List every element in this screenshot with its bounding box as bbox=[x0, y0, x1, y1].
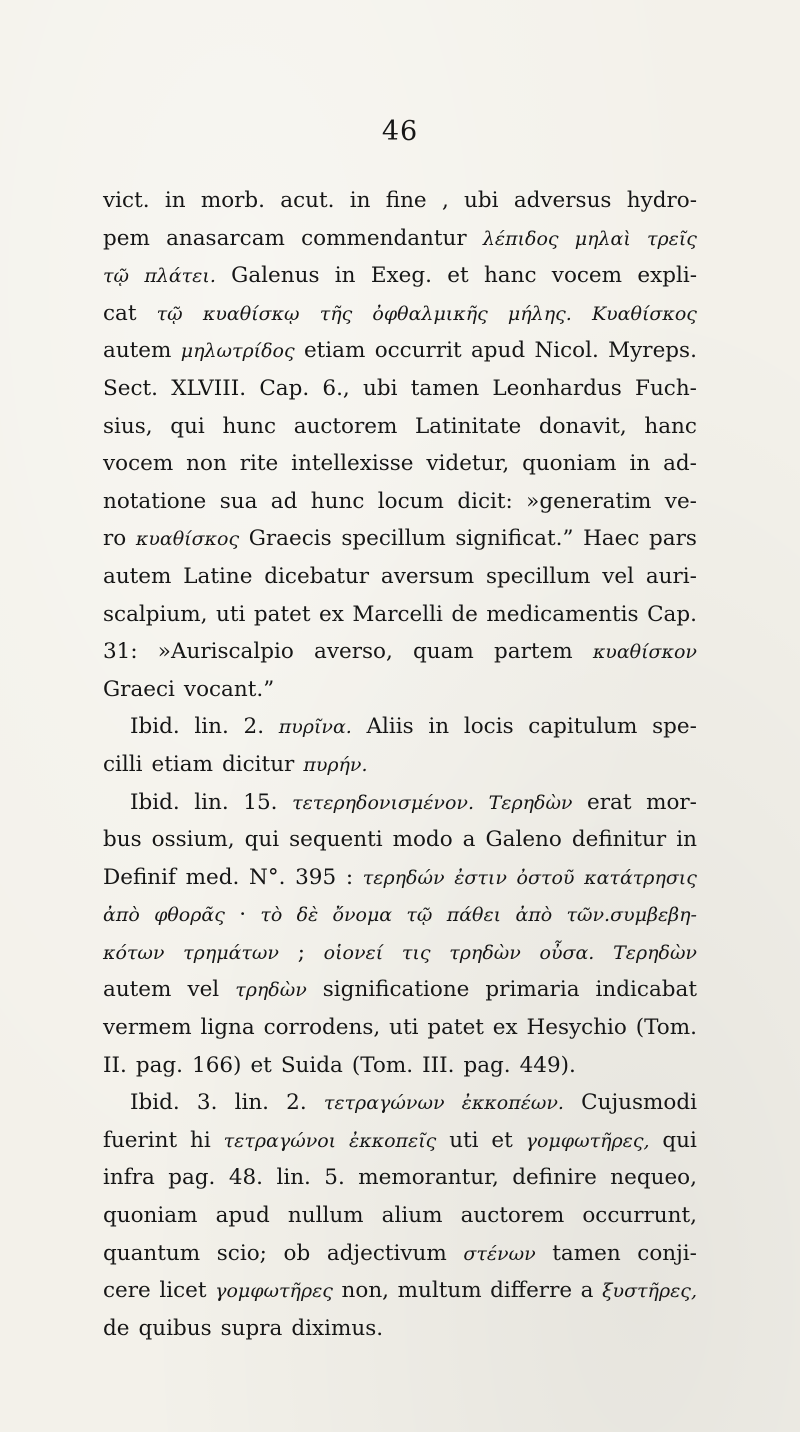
word: averso, bbox=[314, 639, 393, 665]
text-line bbox=[103, 671, 697, 709]
text-line bbox=[103, 1197, 697, 1235]
text-line bbox=[103, 596, 697, 634]
word: ubi bbox=[464, 188, 499, 213]
word: (Tom. bbox=[635, 1015, 697, 1041]
word: dicit: bbox=[457, 488, 513, 514]
text-line bbox=[103, 1310, 697, 1348]
word: Leonhardus bbox=[492, 375, 622, 401]
word: modo bbox=[392, 827, 453, 853]
word: sius, bbox=[103, 413, 153, 439]
word: bus bbox=[103, 827, 142, 853]
word: corrodens, bbox=[263, 1015, 381, 1041]
word: ad bbox=[270, 488, 298, 514]
word: pag. bbox=[463, 1052, 511, 1078]
word: 3. bbox=[196, 1090, 218, 1116]
word: pag. bbox=[135, 1052, 184, 1078]
word: pars bbox=[649, 526, 697, 552]
word: apud bbox=[215, 1203, 270, 1229]
word: a bbox=[580, 1278, 594, 1304]
word: in bbox=[428, 714, 450, 740]
word: fine bbox=[385, 188, 427, 213]
text-line bbox=[103, 483, 697, 521]
word: Ibid. bbox=[130, 1090, 180, 1116]
text-line bbox=[103, 784, 697, 822]
word: N°. bbox=[249, 864, 286, 890]
word: mor- bbox=[646, 789, 697, 815]
word: locum bbox=[377, 488, 444, 514]
text-line bbox=[103, 445, 697, 483]
greek-word: μήλης. bbox=[507, 302, 572, 325]
word: Suida bbox=[280, 1052, 343, 1078]
word: acut. bbox=[280, 188, 335, 213]
text-line bbox=[103, 971, 697, 1009]
word: 15. bbox=[243, 789, 278, 815]
word: cilli bbox=[103, 751, 143, 777]
word: qui bbox=[244, 827, 280, 853]
word: in bbox=[629, 451, 651, 477]
word: uti bbox=[216, 601, 246, 627]
word: 2. bbox=[286, 1090, 307, 1116]
word: II. bbox=[103, 1052, 127, 1078]
word: dicebatur bbox=[264, 563, 370, 589]
word: fuerint bbox=[103, 1127, 178, 1153]
word: 48. bbox=[228, 1165, 264, 1191]
greek-word: τετραγώνοι bbox=[223, 1129, 337, 1152]
word: lin. bbox=[276, 1165, 311, 1191]
word: indicabat bbox=[595, 977, 697, 1003]
greek-word: ὀστοῦ bbox=[516, 866, 575, 889]
word: in bbox=[676, 827, 697, 853]
greek-word: φθορᾶς bbox=[154, 904, 225, 927]
word: sua bbox=[219, 488, 258, 514]
word: 395 bbox=[295, 864, 337, 890]
word: 5. bbox=[324, 1165, 345, 1191]
word: tamen bbox=[552, 1240, 621, 1266]
text-line bbox=[103, 708, 697, 746]
word: non bbox=[186, 451, 227, 477]
word: in bbox=[349, 188, 371, 213]
text-line bbox=[103, 746, 697, 784]
greek-word: τρημάτων bbox=[183, 941, 279, 964]
text-line bbox=[103, 896, 697, 934]
word: nequeo, bbox=[610, 1165, 697, 1191]
text-line bbox=[103, 821, 697, 859]
greek-word: στένων bbox=[463, 1242, 536, 1265]
word: qui bbox=[170, 413, 205, 439]
word: ex bbox=[319, 601, 344, 627]
word: qui bbox=[662, 1127, 697, 1153]
greek-word: τις bbox=[401, 941, 431, 964]
word: vocem bbox=[551, 263, 623, 289]
word: Graecis bbox=[248, 526, 332, 552]
word: primaria bbox=[485, 977, 580, 1003]
word: · bbox=[239, 902, 247, 928]
word: intellexisse bbox=[291, 451, 414, 477]
word: et bbox=[491, 1127, 513, 1153]
greek-word: κυαθίσκῳ bbox=[202, 302, 300, 325]
text-line bbox=[103, 633, 697, 671]
text-line bbox=[103, 859, 697, 897]
word: dicitur bbox=[222, 751, 295, 777]
text-line bbox=[103, 408, 697, 446]
word: non, bbox=[341, 1278, 390, 1304]
word: ro bbox=[103, 526, 127, 552]
word: conji- bbox=[637, 1240, 697, 1266]
word: Cujusmodi bbox=[581, 1090, 697, 1116]
word: memorantur, bbox=[358, 1165, 499, 1191]
word: III. bbox=[422, 1052, 455, 1078]
word: erat bbox=[587, 789, 632, 815]
word: : bbox=[345, 864, 354, 890]
word: Ibid. bbox=[130, 714, 180, 740]
greek-word: τρεῖς bbox=[646, 227, 697, 250]
word: significatione bbox=[322, 977, 470, 1003]
body-text bbox=[103, 182, 697, 1347]
greek-word: οἱονεί bbox=[323, 941, 384, 964]
word: ve- bbox=[664, 488, 697, 514]
word: capitulum bbox=[528, 714, 638, 740]
word: 31: bbox=[103, 639, 138, 665]
word: quoniam bbox=[103, 1203, 198, 1229]
word: adversus bbox=[513, 188, 612, 213]
word: lin. bbox=[194, 714, 229, 740]
word: Definif bbox=[103, 864, 176, 890]
greek-word: πυρήν. bbox=[303, 753, 368, 776]
word: Marcelli bbox=[352, 601, 443, 627]
word: Latine bbox=[183, 563, 253, 589]
text-line bbox=[103, 1159, 697, 1197]
text-line bbox=[103, 1272, 697, 1310]
word: cere bbox=[103, 1278, 151, 1304]
text-line bbox=[103, 1009, 697, 1047]
greek-word: τῷ bbox=[103, 265, 130, 288]
word: alium bbox=[381, 1203, 443, 1229]
word: hunc bbox=[310, 488, 365, 514]
greek-word: γομφωτῆρες bbox=[215, 1280, 333, 1303]
greek-word: ἐκκοπεῖς bbox=[349, 1129, 437, 1152]
word: 449). bbox=[519, 1052, 576, 1078]
word: commendantur bbox=[301, 225, 467, 251]
word: a bbox=[462, 827, 476, 853]
greek-word: μηλαὶ bbox=[574, 227, 631, 250]
word: ubi bbox=[363, 375, 398, 401]
greek-word: τρηδὼν bbox=[235, 979, 307, 1002]
word: de bbox=[451, 601, 478, 627]
word: significat.” bbox=[455, 526, 574, 552]
word: quam bbox=[413, 639, 474, 665]
word: specillum bbox=[341, 526, 446, 552]
word: vocem bbox=[103, 451, 174, 477]
word: cat bbox=[103, 300, 137, 326]
word: Myreps. bbox=[608, 338, 697, 364]
word: rite bbox=[239, 451, 279, 477]
word: 2. bbox=[243, 714, 265, 740]
word: XLVIII. bbox=[171, 375, 247, 401]
word: specillum bbox=[485, 563, 591, 589]
word: autem bbox=[103, 977, 172, 1003]
greek-word: τῷ bbox=[156, 302, 183, 325]
greek-word: ξυστῆρες, bbox=[602, 1280, 697, 1303]
text-line bbox=[103, 370, 697, 408]
greek-word: ὀφθαλμικῆς bbox=[372, 302, 488, 325]
word: supra bbox=[220, 1315, 283, 1341]
word: 6., bbox=[322, 375, 350, 401]
page-number: 46 bbox=[381, 116, 419, 147]
word: hydro- bbox=[626, 188, 697, 213]
word: scio; bbox=[216, 1240, 267, 1266]
word: (Tom. bbox=[351, 1052, 414, 1078]
word: vel bbox=[187, 977, 220, 1003]
word: quantum bbox=[103, 1240, 201, 1266]
text-line bbox=[103, 257, 697, 295]
word: vocant.” bbox=[183, 676, 275, 702]
word: aversum bbox=[380, 563, 475, 589]
word: ossium, bbox=[151, 827, 235, 853]
word: etiam bbox=[303, 338, 366, 364]
word: etiam bbox=[151, 751, 213, 777]
text-line bbox=[103, 1235, 697, 1273]
word: hi bbox=[190, 1127, 211, 1153]
word: definitur bbox=[571, 827, 667, 853]
text-line bbox=[103, 1122, 697, 1160]
greek-word: κυαθίσκον bbox=[592, 641, 697, 664]
word: partem bbox=[494, 639, 573, 665]
word: vict. bbox=[103, 188, 150, 213]
text-line bbox=[103, 520, 697, 558]
word: lin. bbox=[194, 789, 229, 815]
word: ; bbox=[297, 939, 305, 965]
greek-word: κυαθίσκος bbox=[135, 528, 240, 551]
greek-word: Τερηδὼν bbox=[488, 791, 573, 814]
text-line bbox=[103, 1084, 697, 1122]
greek-word: Τερηδὼν bbox=[613, 941, 697, 964]
word: Exeg. bbox=[370, 263, 432, 289]
word: autem bbox=[103, 563, 172, 589]
word: Galeno bbox=[485, 827, 562, 853]
word: tamen bbox=[410, 375, 480, 401]
word: spe- bbox=[652, 714, 697, 740]
greek-word: γομφωτῆρες, bbox=[525, 1129, 650, 1152]
word: infra bbox=[103, 1165, 155, 1191]
word: Cap. bbox=[647, 601, 697, 627]
word: videtur, bbox=[426, 451, 510, 477]
word: hanc bbox=[644, 413, 697, 439]
word: uti bbox=[389, 1015, 419, 1041]
word: »Auriscalpio bbox=[157, 639, 294, 665]
word: apud bbox=[470, 338, 526, 364]
word: quibus bbox=[138, 1315, 212, 1341]
greek-word: ἐστιν bbox=[454, 866, 507, 889]
word: Aliis bbox=[366, 714, 414, 740]
word: Nicol. bbox=[534, 338, 599, 364]
greek-word: πλάτει. bbox=[144, 265, 216, 288]
word: et bbox=[250, 1052, 272, 1078]
word: auri- bbox=[645, 563, 697, 589]
word: pag. bbox=[168, 1165, 216, 1191]
greek-word: κατάτρησις bbox=[584, 866, 697, 889]
word: adjectivum bbox=[326, 1240, 447, 1266]
word: hanc bbox=[483, 263, 537, 289]
word: patet bbox=[427, 1015, 484, 1041]
text-line bbox=[103, 1047, 697, 1085]
word: Haec bbox=[583, 526, 640, 552]
greek-word: ὄνομα bbox=[332, 904, 393, 927]
greek-word: λέπιδος bbox=[482, 227, 559, 250]
greek-word: τρηδὼν bbox=[449, 941, 521, 964]
word: nullum bbox=[287, 1203, 364, 1229]
greek-word: τετραγώνων bbox=[323, 1092, 445, 1115]
word: et bbox=[447, 263, 469, 289]
text-line bbox=[103, 332, 697, 370]
word: vermem bbox=[103, 1015, 192, 1041]
word: Ibid. bbox=[130, 789, 180, 815]
greek-word: Κυαθίσκος bbox=[591, 302, 697, 325]
greek-word: τῆς bbox=[319, 302, 353, 325]
word: multum bbox=[397, 1278, 482, 1304]
word: morb. bbox=[200, 188, 266, 213]
word: med. bbox=[185, 864, 240, 890]
word: , bbox=[441, 188, 449, 213]
greek-word: μηλωτρίδος bbox=[180, 340, 295, 363]
word: in bbox=[164, 188, 186, 213]
word: ligna bbox=[200, 1015, 255, 1041]
text-line bbox=[103, 182, 697, 220]
text-line bbox=[103, 220, 697, 258]
greek-word: πυρῖνα. bbox=[278, 716, 352, 739]
word: »generatim bbox=[526, 488, 652, 514]
word: 166) bbox=[192, 1052, 242, 1078]
word: Latinitate bbox=[415, 413, 522, 439]
word: quoniam bbox=[522, 451, 617, 477]
text-line bbox=[103, 295, 697, 333]
word: donavit, bbox=[538, 413, 627, 439]
word: occurrunt, bbox=[582, 1203, 697, 1229]
greek-word: τῶν.συμβεβη- bbox=[566, 904, 697, 927]
word: lin. bbox=[234, 1090, 269, 1116]
greek-word: τῷ bbox=[406, 904, 433, 927]
greek-word: πάθει bbox=[446, 904, 502, 927]
greek-word: ἀπὸ bbox=[103, 904, 140, 927]
word: de bbox=[103, 1315, 130, 1341]
word: Hesychio bbox=[526, 1015, 627, 1041]
word: locis bbox=[463, 714, 514, 740]
word: occurrit bbox=[374, 338, 462, 364]
word: scalpium, bbox=[103, 601, 208, 627]
greek-word: οὖσα. bbox=[539, 941, 595, 964]
greek-word: τερηδών bbox=[362, 866, 445, 889]
word: pem bbox=[103, 225, 150, 251]
word: autem bbox=[103, 338, 172, 364]
word: Sect. bbox=[103, 375, 158, 401]
word: vel bbox=[602, 563, 634, 589]
word: Galenus bbox=[231, 263, 320, 289]
word: notatione bbox=[103, 488, 207, 514]
word: hunc bbox=[222, 413, 277, 439]
word: auctorem bbox=[460, 1203, 565, 1229]
word: differre bbox=[490, 1278, 573, 1304]
word: in bbox=[334, 263, 356, 289]
word: sequenti bbox=[289, 827, 383, 853]
text-line bbox=[103, 558, 697, 596]
word: Graeci bbox=[103, 676, 175, 702]
greek-word: ἀπὸ bbox=[515, 904, 553, 927]
word: ex bbox=[492, 1015, 518, 1041]
word: Fuch- bbox=[635, 375, 697, 401]
word: definire bbox=[512, 1165, 597, 1191]
greek-word: ἐκκοπέων. bbox=[461, 1092, 564, 1115]
word: licet bbox=[159, 1278, 207, 1304]
greek-word: τὸ bbox=[260, 904, 283, 927]
word: Cap. bbox=[259, 375, 310, 401]
word: anasarcam bbox=[166, 225, 285, 251]
word: medicamentis bbox=[486, 601, 639, 627]
word: expli- bbox=[637, 263, 697, 289]
word: auctorem bbox=[293, 413, 398, 439]
text-line bbox=[103, 934, 697, 972]
greek-word: κότων bbox=[103, 941, 165, 964]
word: diximus. bbox=[291, 1315, 384, 1341]
word: ob bbox=[283, 1240, 311, 1266]
word: patet bbox=[253, 601, 311, 627]
greek-word: δὲ bbox=[296, 904, 319, 927]
word: uti bbox=[449, 1127, 479, 1153]
word: ad- bbox=[663, 451, 697, 477]
greek-word: τετερηδονισμένον. bbox=[292, 791, 475, 814]
